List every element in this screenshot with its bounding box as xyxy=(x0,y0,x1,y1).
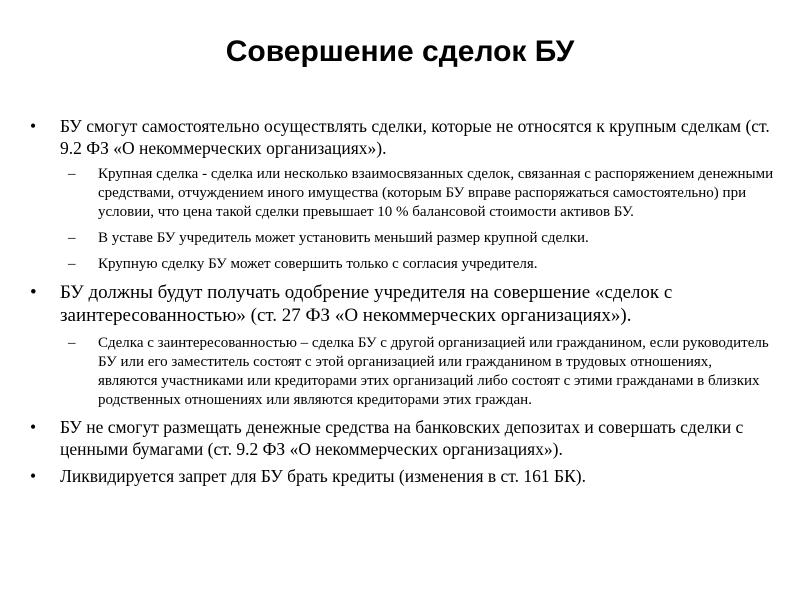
sub-item-2-1 xyxy=(30,334,775,410)
bullet-text: Ликвидируется запрет для БУ брать кредиты (изменения в ст. 161 БК). xyxy=(60,466,586,486)
dash-marker: – xyxy=(68,166,76,182)
sub-item-text: Крупная сделка - сделка или несколько взаимосвязанных сделок, связанная с распоряжением денежными средствами, отчуждением иного имущества (которым БУ вправе распоряжаться самостоятельно) при условии, что цена такой сделки превышает 10 % балансовой стоимости активов БУ. xyxy=(98,166,774,220)
sub-item-1-3 xyxy=(30,255,775,274)
bullet-marker: • xyxy=(30,116,37,136)
sub-item-1-2 xyxy=(30,229,775,248)
dash-marker: – xyxy=(68,335,76,351)
bullet-marker: • xyxy=(30,417,37,437)
slide-title: Совершение сделок БУ xyxy=(225,35,575,68)
bullet-marker: • xyxy=(30,466,37,486)
bullet-item-4 xyxy=(30,466,775,488)
dash-marker: – xyxy=(68,230,76,246)
bullet-text: БУ не смогут размещать денежные средства на банковских депозитах и совершать сделки с ценными бумагами (ст. 9.2 ФЗ «О некоммерческих организациях»). xyxy=(60,417,744,459)
sub-item-text: В уставе БУ учредитель может установить меньший размер крупной сделки. xyxy=(98,230,589,246)
bullet-marker: • xyxy=(30,282,37,303)
slide-content xyxy=(30,116,775,494)
bullet-text: БУ смогут самостоятельно осуществлять сделки, которые не относятся к крупным сделкам (ст. 9.2 ФЗ «О некоммерческих организациях»). xyxy=(60,116,770,158)
dash-marker: – xyxy=(68,256,76,272)
sub-item-text: Сделка с заинтересованностью – сделка БУ с другой организацией или гражданином, если руководитель БУ или его заместитель состоят с этой организацией или гражданином в трудовых отношениях, являются участниками или кредиторами этих организаций либо состоят с этими гражданами в близких родственных отношениях или являются кредиторами этих граждан. xyxy=(98,335,769,408)
bullet-item-1 xyxy=(30,116,775,159)
sub-item-1-1 xyxy=(30,165,775,222)
bullet-item-2 xyxy=(30,281,775,327)
sub-item-text: Крупную сделку БУ может совершить только с согласия учредителя. xyxy=(98,256,538,272)
bullet-item-3 xyxy=(30,417,775,460)
bullet-text: БУ должны будут получать одобрение учредителя на совершение «сделок с заинтересованностью» (ст. 27 ФЗ «О некоммерческих организациях»). xyxy=(60,282,673,326)
